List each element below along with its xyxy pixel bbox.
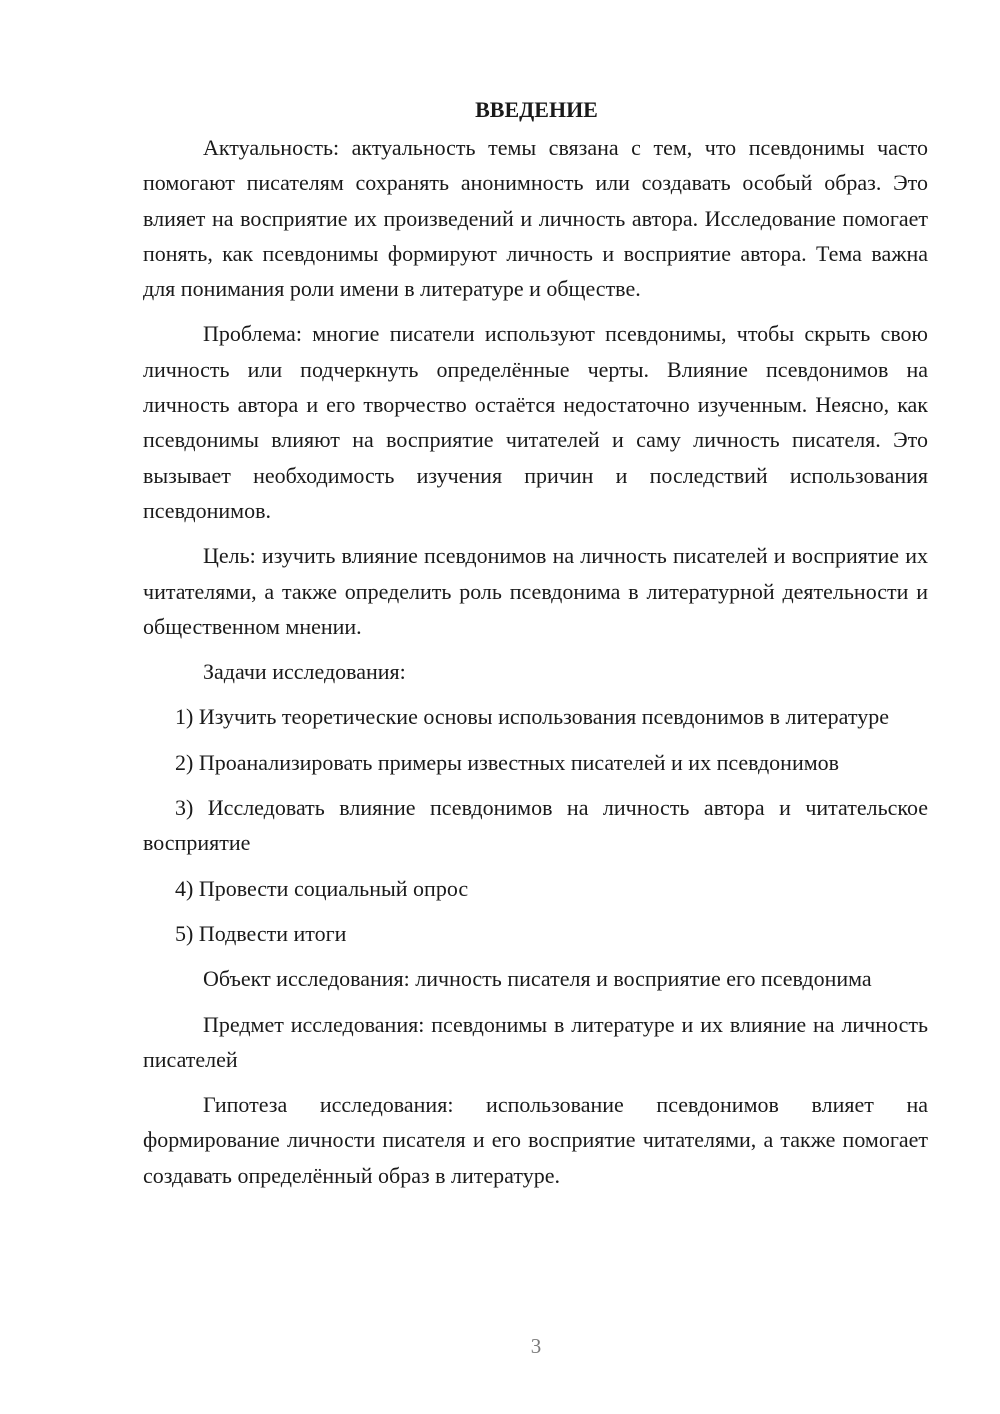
task-item: 5) Подвести итоги (175, 920, 347, 946)
hypothesis-paragraph: Гипотеза исследования: использование псевдонимов влияет на формирование личности писателя и его восприятие читателями, а также помогает создавать определённый образ в литературе. (143, 1092, 928, 1188)
relevance-paragraph: Актуальность: актуальность темы связана с тем, что псевдонимы часто помогают писателям сохранять анонимность или создавать особый образ. Это влияет на восприятие их произведений и личность автора. Исследование помогает понять, как псевдонимы формируют личность и восприятие автора. Тема важна для понимания роли имени в литературе и обществе. (143, 135, 928, 302)
goal-paragraph: Цель: изучить влияние псевдонимов на личность писателей и восприятие их читателями, а также определить роль псевдонима в литературной деятельности и общественном мнении. (143, 543, 928, 639)
page-number: 3 (530, 1334, 542, 1358)
task-item: 2) Проанализировать примеры известных писателей и их псевдонимов (175, 749, 840, 775)
task-item: 1) Изучить теоретические основы использования псевдонимов в литературе (175, 704, 889, 730)
tasks-heading: Задачи исследования: (203, 659, 406, 685)
page-title: ВВЕДЕНИЕ (475, 97, 598, 122)
task-item: 4) Провести социальный опрос (175, 875, 469, 901)
object-paragraph: Объект исследования: личность писателя и восприятие его псевдонима (203, 966, 872, 992)
tasks-list (143, 699, 928, 951)
document-page (143, 92, 928, 1193)
problem-paragraph: Проблема: многие писатели используют псевдонимы, чтобы скрыть свою личность или подчеркнуть определённые черты. Влияние псевдонимов на личность автора и его творчество остаётся недостаточно изученным. Неясно, как псевдонимы влияют на восприятие читателей и саму личность писателя. Это вызывает необходимость изучения причин и последствий использования псевдонимов. (143, 321, 928, 523)
task-item: 3) Исследовать влияние псевдонимов на личность автора и читательское восприятие (143, 795, 928, 856)
subject-paragraph: Предмет исследования: псевдонимы в литературе и их влияние на личность писателей (143, 1011, 928, 1072)
